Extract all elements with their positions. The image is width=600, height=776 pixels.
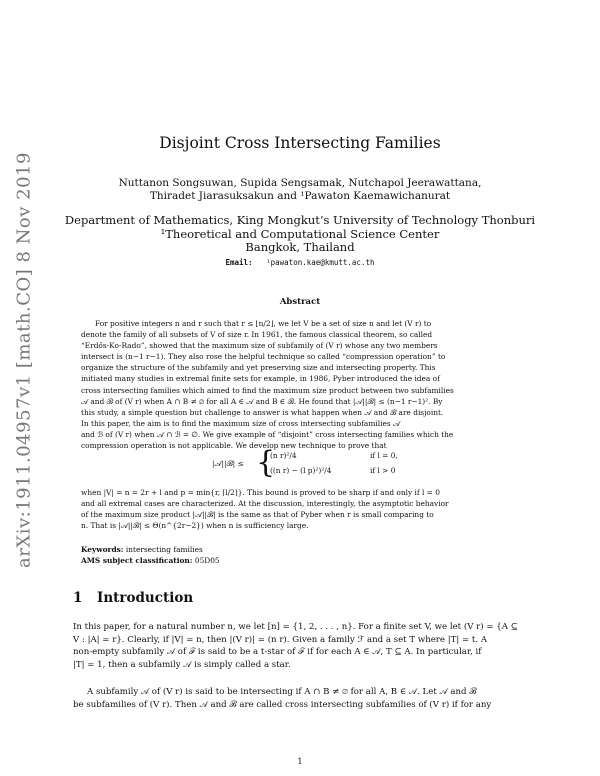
affiliation-line: ¹Theoretical and Computational Science Center — [160, 226, 440, 241]
abstract-line: denote the family of all subsets of V of size r. In 1961, the famous classical theorem, so called — [81, 330, 433, 340]
abstract-line: when |V| = n = 2r + l and p = min{r, ⌈l/2⌉}. This bound is proved to be sharp if and only if l = 0 — [81, 488, 440, 497]
body-line: |T| = 1, then a subfamily 𝒜 is simply called a star. — [73, 659, 291, 670]
body-line: non-empty subfamily 𝒜 of ℱ is said to be a t-star of ℱ if for each A ∈ 𝒜, T ⊆ A. In particular, if — [73, 647, 482, 658]
body-line: V : |A| = r}. Clearly, if |V| = n, then |(V r)| = (n r). Given a family ℱ and a set T where |T| = t. A — [73, 634, 488, 645]
keywords-label: Keywords: — [81, 545, 124, 554]
abstract-line: 𝒜 and ℬ of (V r) when A ∩ B ≠ ∅ for all A ∈ 𝒜 and B ∈ ℬ. He found that |𝒜||ℬ| ≤ (n−1 r−1)². By — [81, 396, 443, 406]
formula-lhs: |𝒜||ℬ| ≤ — [212, 459, 244, 468]
page-number: 1 — [297, 757, 303, 767]
body-line: be subfamilies of (V r). Then 𝒜 and ℬ are called cross intersecting subfamilies of (V r) if for any — [73, 699, 492, 710]
main-bound-formula — [212, 445, 442, 480]
abstract-line: organize the structure of the subfamily and yet preserving size and intersecting property. This — [81, 363, 436, 373]
abstract-line: cross intersecting families which aimed to find the maximum size product between two subfamilies — [81, 385, 454, 395]
abstract-continued — [81, 487, 521, 531]
formula-case-2: ((n r) − (l p)²)²/4 — [270, 466, 332, 475]
section-number: 1 — [73, 590, 83, 606]
body-line: A subfamily 𝒜 of (V r) is said to be intersecting if A ∩ B ≠ ∅ for all A, B ∈ 𝒜. Let 𝒜 and ℬ — [87, 687, 477, 697]
keywords-block — [81, 544, 220, 566]
author-list — [0, 177, 600, 203]
author-line: Nuttanon Songsuwan, Supida Sengsamak, Nutchapol Jeerawattana, — [118, 177, 482, 189]
abstract-body — [81, 318, 521, 451]
intro-paragraph-2 — [73, 686, 527, 711]
formula-cond-2: if l > 0 — [370, 466, 396, 475]
email-label: Email: — [225, 258, 253, 267]
abstract-line: n. That is |𝒜||ℬ| ≤ Θ(n^{2r−2}) when n is sufficiency large. — [81, 521, 309, 531]
abstract-line: and ℬ of (V r) when 𝒜 ∩ ℬ = ∅. We give example of “disjoint” cross intersecting families which the — [81, 429, 454, 439]
section-title: Introduction — [97, 590, 194, 606]
section-heading — [73, 590, 193, 606]
abstract-line: For positive integers n and r such that r ≤ ⌊n/2⌋, we let V be a set of size n and let (V r) to — [95, 319, 432, 328]
affiliation-line: Bangkok, Thailand — [245, 240, 355, 254]
formula-case-1: (n r)²/4 — [270, 451, 297, 460]
abstract-line: compression operation is not applicable. We develop new technique to prove that — [81, 441, 387, 451]
arxiv-id: arXiv:1911.04957v1 [math.CO] 8 Nov 2019 — [13, 152, 35, 568]
abstract-heading: Abstract — [279, 297, 321, 307]
author-line: Thiradet Jiarasuksakun and ¹Pawaton Kaemawichanurat — [149, 190, 451, 202]
formula-cond-1: if l = 0, — [370, 451, 398, 460]
left-brace: { — [256, 445, 276, 480]
abstract-line: and all extremal cases are characterized. At the discussion, interestingly, the asymptotic behavior — [81, 499, 449, 509]
ams-label: AMS subject classification: — [81, 556, 193, 565]
affiliation-block — [0, 214, 600, 255]
paper-title: Disjoint Cross Intersecting Families — [159, 134, 441, 152]
abstract-line: “Erdős-Ko-Rado”, showed that the maximum size of subfamily of (V r) whose any two members — [81, 341, 438, 351]
body-line: In this paper, for a natural number n, we let [n] = {1, 2, . . . , n}. For a finite set V, we let (V r) = {A ⊆ — [73, 622, 518, 632]
affiliation-line: Department of Mathematics, King Mongkut’s University of Technology Thonburi — [64, 213, 536, 227]
abstract-line: intersect is (n−1 r−1). They also rose the helpful technique so called “compression operation” to — [81, 352, 446, 362]
abstract-line: of the maximum size product |𝒜||ℬ| is the same as that of Pyber when r is small comparing to — [81, 510, 434, 520]
abstract-line: this study, a simple question but challenge to answer is what happen when 𝒜 and ℬ are disjoint. — [81, 407, 444, 417]
email-address[interactable]: ¹pawaton.kae@kmutt.ac.th — [266, 258, 375, 267]
ams-value: 05D05 — [194, 556, 220, 565]
email-line — [0, 258, 600, 267]
abstract-line: initiated many studies in extremal finite sets for example, in 1986, Pyber introduced the idea of — [81, 374, 440, 384]
intro-paragraph-1 — [73, 621, 527, 671]
abstract-line: In this paper, the aim is to find the maximum size of cross intersecting subfamilies 𝒜 — [81, 418, 400, 428]
keywords-value: intersecting families — [125, 545, 203, 554]
